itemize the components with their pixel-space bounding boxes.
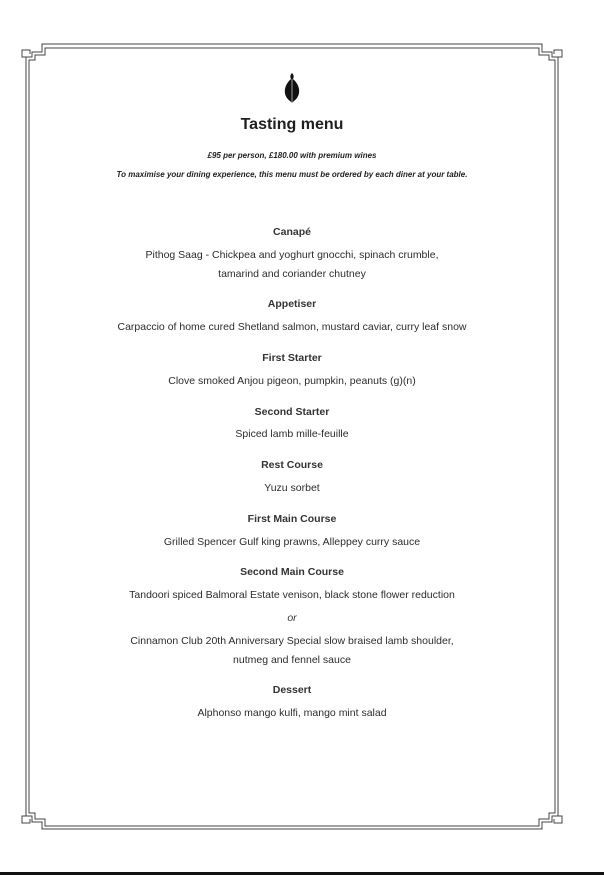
- course-heading-appetiser: Appetiser: [267, 298, 317, 310]
- course-heading-canape: Canapé: [273, 226, 311, 238]
- dish-line: Carpaccio of home cured Shetland salmon, mustard caviar, curry leaf snow: [117, 321, 467, 333]
- price-line: £95 per person, £180.00 with premium wines: [207, 151, 377, 160]
- course-heading-second-main: Second Main Course: [240, 566, 344, 578]
- ordering-note: To maximise your dining experience, this menu must be ordered by each diner at your table.: [116, 170, 468, 179]
- dish-line: Clove smoked Anjou pigeon, pumpkin, peanuts (g)(n): [168, 375, 416, 387]
- leaf-icon: [280, 71, 304, 105]
- dish-line: Pithog Saag - Chickpea and yoghurt gnocchi, spinach crumble,: [145, 249, 439, 261]
- course-heading-rest-course: Rest Course: [261, 459, 323, 471]
- dish-line: Tandoori spiced Balmoral Estate venison, black stone flower reduction: [129, 589, 455, 601]
- dish-line: Yuzu sorbet: [264, 482, 320, 494]
- dish-line: nutmeg and fennel sauce: [233, 654, 351, 666]
- dish-line: Cinnamon Club 20th Anniversary Special slow braised lamb shoulder,: [130, 635, 454, 647]
- course-heading-first-main: First Main Course: [247, 513, 337, 525]
- dish-line: Alphonso mango kulfi, mango mint salad: [197, 707, 387, 719]
- or-separator: or: [287, 612, 297, 624]
- course-heading-first-starter: First Starter: [262, 352, 322, 364]
- course-heading-second-starter: Second Starter: [254, 406, 330, 418]
- page-title: Tasting menu: [240, 116, 344, 133]
- dish-line: Spiced lamb mille-feuille: [235, 428, 349, 440]
- dish-line: Grilled Spencer Gulf king prawns, Alleppey curry sauce: [163, 536, 421, 548]
- course-heading-dessert: Dessert: [272, 684, 312, 696]
- dish-line: tamarind and coriander chutney: [218, 268, 366, 280]
